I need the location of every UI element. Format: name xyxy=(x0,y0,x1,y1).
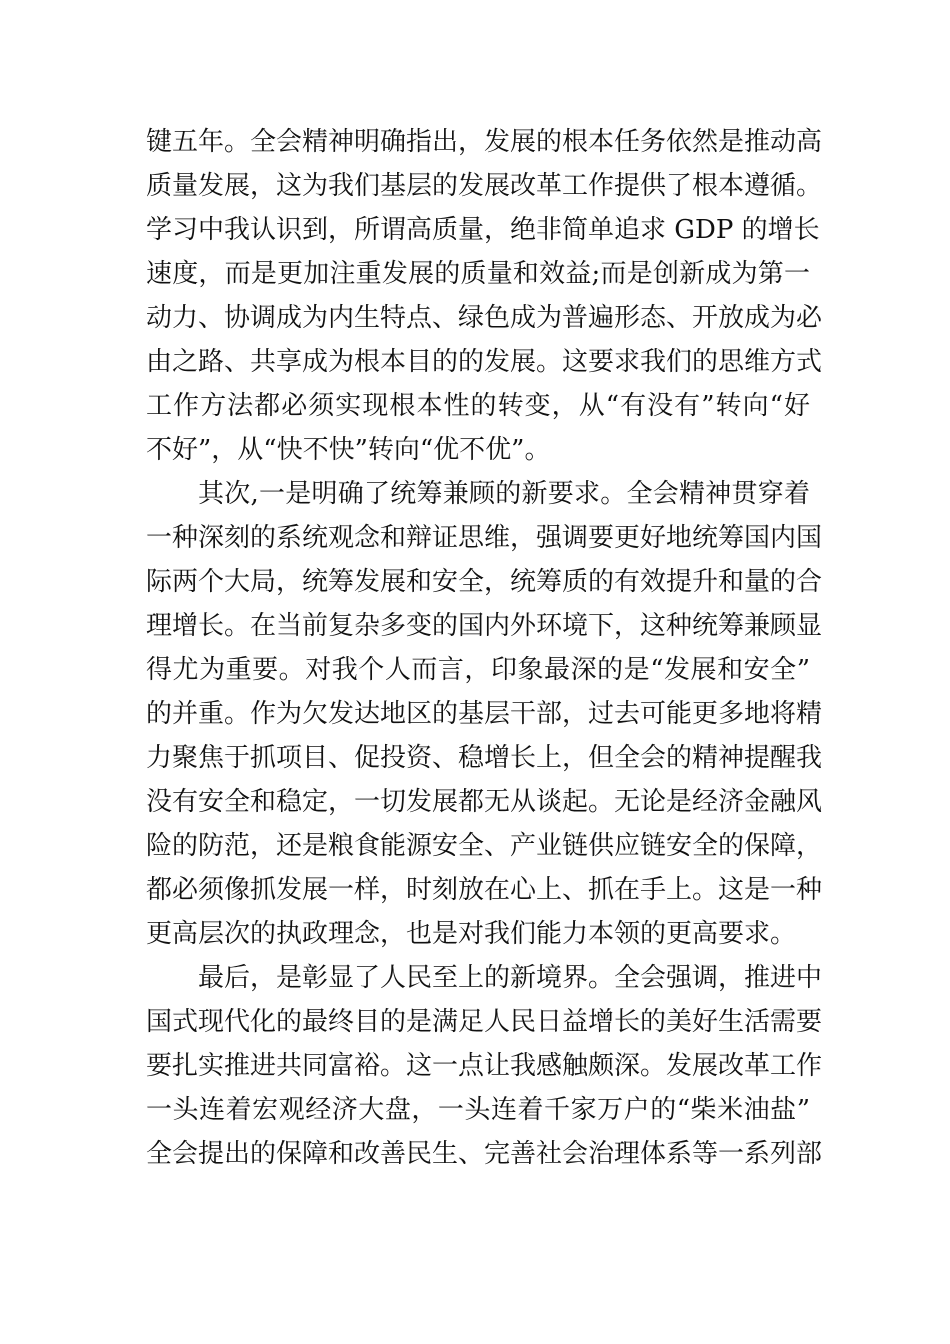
text-line: 要扎实推进共同富裕。这一点让我感触颇深。发展改革工作 xyxy=(146,1051,823,1081)
paragraph xyxy=(146,472,823,956)
text-line: 动力、协调成为内生特点、绿色成为普遍形态、开放成为必 xyxy=(146,303,823,333)
text-line: 的并重。作为欠发达地区的基层干部，过去可能更多地将精 xyxy=(146,699,823,729)
paragraph xyxy=(146,956,823,1176)
text-line: 一种深刻的系统观念和辩证思维，强调要更好地统筹国内国 xyxy=(146,523,823,553)
text-line: 理增长。在当前复杂多变的国内外环境下，这种统筹兼顾显 xyxy=(146,611,823,641)
text-line: 都必须像抓发展一样，时刻放在心上、抓在手上。这是一种 xyxy=(146,875,823,905)
text-line: 不好”，从“快不快”转向“优不优”。 xyxy=(146,435,551,465)
text-line: 速度，而是更加注重发展的质量和效益;而是创新成为第一 xyxy=(146,259,810,289)
text-line: 质量发展，这为我们基层的发展改革工作提供了根本遵循。 xyxy=(146,171,823,201)
text-line: 国式现代化的最终目的是满足人民日益增长的美好生活需要 xyxy=(146,1007,823,1037)
text-line: 最后，是彰显了人民至上的新境界。全会强调，推进中 xyxy=(198,963,823,993)
text-line: 力聚焦于抓项目、促投资、稳增长上，但全会的精神提醒我 xyxy=(146,743,823,773)
text-line: 工作方法都必须实现根本性的转变，从“有没有”转向“好 xyxy=(146,391,810,421)
paragraph xyxy=(146,120,823,472)
text-line: 际两个大局，统筹发展和安全，统筹质的有效提升和量的合 xyxy=(146,567,823,597)
text-line: 险的防范，还是粮食能源安全、产业链供应链安全的保障， xyxy=(146,831,823,861)
body-text xyxy=(146,120,823,1176)
text-line: 学习中我认识到，所谓高质量，绝非简单追求 GDP 的增长 xyxy=(146,215,820,245)
text-line: 一头连着宏观经济大盘，一头连着千家万户的“柴米油盐” xyxy=(146,1095,810,1125)
text-line: 由之路、共享成为根本目的的发展。这要求我们的思维方式 xyxy=(146,347,823,377)
text-line: 得尤为重要。对我个人而言，印象最深的是“发展和安全” xyxy=(146,655,810,685)
text-line: 键五年。全会精神明确指出，发展的根本任务依然是推动高 xyxy=(146,127,823,157)
text-line: 其次,一是明确了统筹兼顾的新要求。全会精神贯穿着 xyxy=(198,479,810,509)
text-line: 没有安全和稳定，一切发展都无从谈起。无论是经济金融风 xyxy=(146,787,823,817)
text-line: 更高层次的执政理念，也是对我们能力本领的更高要求。 xyxy=(146,919,797,949)
text-line: 全会提出的保障和改善民生、完善社会治理体系等一系列部 xyxy=(146,1139,823,1169)
